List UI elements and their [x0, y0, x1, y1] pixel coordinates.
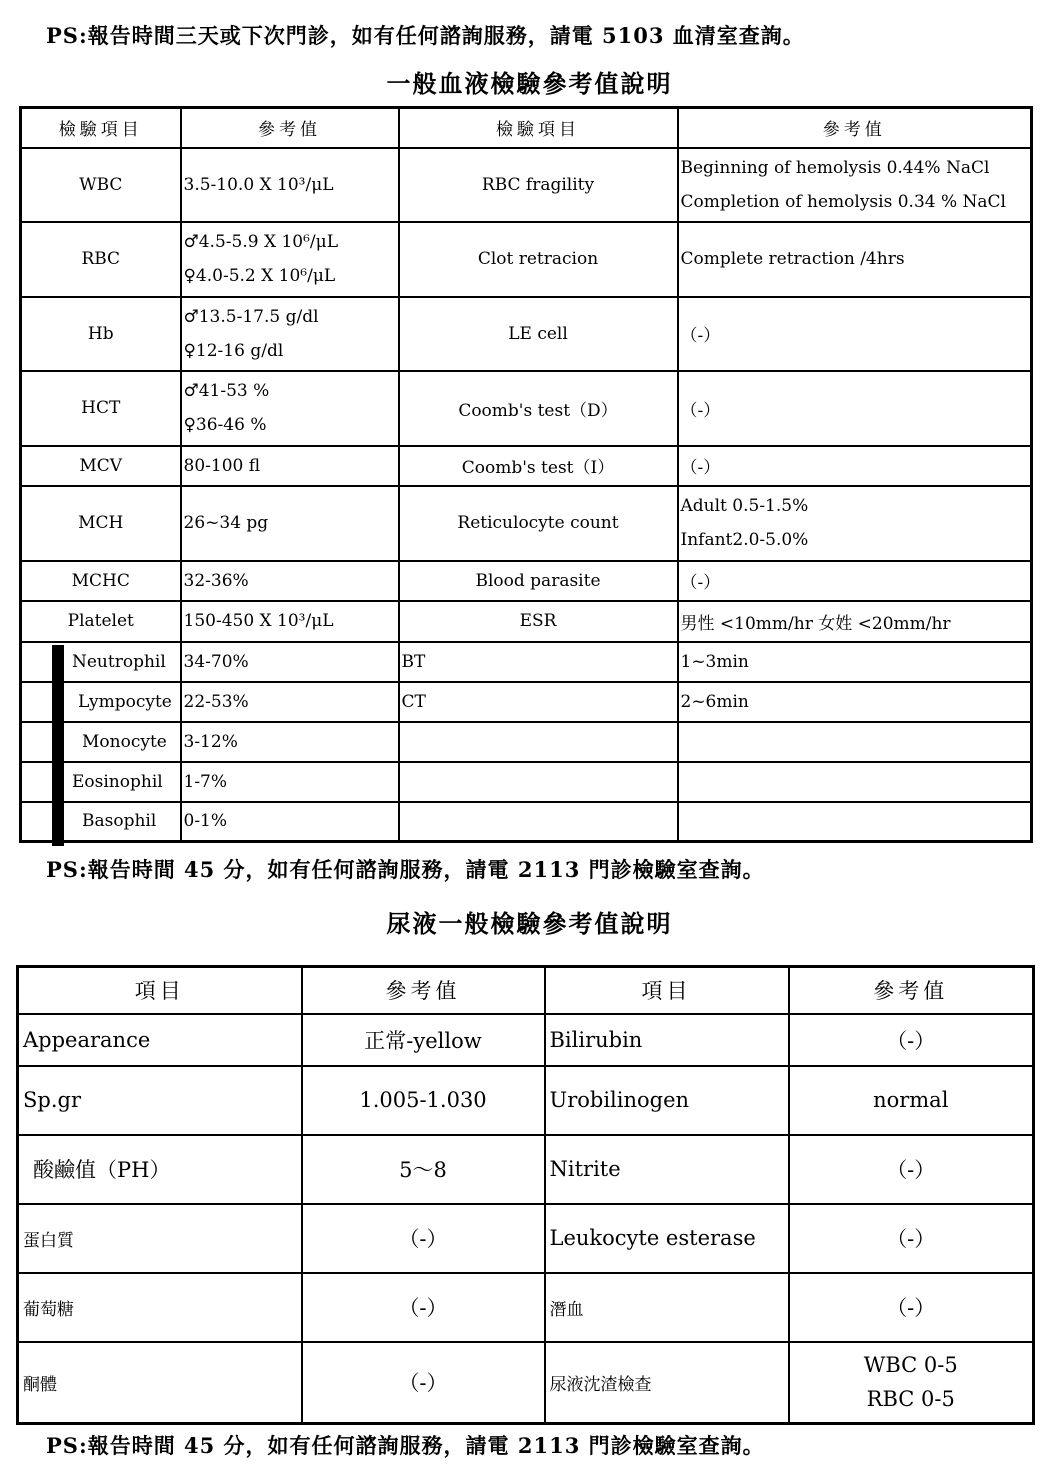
table-row — [21, 371, 1032, 446]
reference-line-female: ♀4.0-5.2 X 10⁶/μL — [183, 266, 336, 286]
test-name: Lympocyte — [21, 682, 181, 722]
urine-reference-table — [16, 965, 1035, 1425]
reference-value: 34-70% — [181, 642, 399, 682]
test-name: Leukocyte esterase — [545, 1204, 789, 1273]
note-serum-lab: PS:報告時間三天或下次門診，如有任何諮詢服務，請電 5103 血清室查詢。 — [46, 23, 805, 48]
reference-value: 150-450 X 10³/μL — [181, 601, 399, 642]
reference-line: Completion of hemolysis 0.34 % NaCl — [680, 191, 1006, 212]
test-name: Urobilinogen — [545, 1066, 789, 1135]
reference-value: （-） — [302, 1273, 545, 1342]
header-item-1: 檢驗項目 — [21, 108, 181, 148]
reference-value: 1~3min — [678, 642, 1032, 682]
blood-table-title: 一般血液檢驗參考值說明 — [386, 69, 673, 98]
reference-value: 1-7% — [181, 762, 399, 802]
reference-line-male: ♂13.5-17.5 g/dl — [183, 306, 319, 327]
reference-value: 正常-yellow — [302, 1014, 545, 1066]
test-name: MCV — [21, 446, 181, 486]
test-name: 潛血 — [545, 1273, 789, 1342]
test-name: Clot retracion — [399, 222, 678, 297]
test-name: Platelet — [21, 601, 181, 642]
test-name: Blood parasite — [399, 561, 678, 601]
table-row — [18, 1066, 1034, 1135]
reference-value: 男性 <10mm/hr 女姓 <20mm/hr — [678, 601, 1032, 642]
reference-line-female: ♀36-46 % — [183, 415, 267, 435]
reference-line: Adult 0.5-1.5% — [680, 496, 809, 516]
test-name: CT — [399, 682, 678, 722]
reference-value: （-） — [678, 446, 1032, 486]
table-row — [21, 802, 1032, 842]
table-row — [21, 148, 1032, 222]
test-name: Monocyte — [21, 722, 181, 762]
table-row — [21, 601, 1032, 642]
table-row — [18, 1014, 1034, 1066]
test-name: Basophil — [21, 802, 181, 842]
test-name: 尿液沈渣檢查 — [545, 1342, 789, 1424]
table-row — [21, 642, 1032, 682]
reference-line-male: ♂4.5-5.9 X 10⁶/μL — [183, 232, 338, 252]
test-name: HCT — [21, 371, 181, 446]
reference-value: （-） — [789, 1135, 1034, 1204]
test-name: RBC fragility — [399, 148, 678, 222]
header-ref-2: 參考值 — [678, 108, 1032, 148]
reference-line: WBC 0-5 — [863, 1353, 958, 1378]
table-row — [18, 1204, 1034, 1273]
test-name: 葡萄糖 — [18, 1273, 302, 1342]
reference-value: 2~6min — [678, 682, 1032, 722]
table-row — [21, 762, 1032, 802]
table-row — [21, 682, 1032, 722]
blood-header-row — [21, 108, 1032, 148]
reference-value: 22-53% — [181, 682, 399, 722]
reference-value — [678, 486, 1032, 561]
reference-value — [678, 148, 1032, 222]
differential-count-bar — [52, 645, 64, 846]
reference-value — [181, 297, 399, 371]
reference-value: normal — [789, 1066, 1034, 1135]
reference-value: Complete retraction /4hrs — [678, 222, 1032, 297]
test-name: Nitrite — [545, 1135, 789, 1204]
urine-table-title: 尿液一般檢驗參考值說明 — [386, 909, 673, 938]
table-row — [21, 486, 1032, 561]
header-ref-2: 參考值 — [789, 967, 1034, 1014]
reference-value: 3.5-10.0 X 10³/μL — [181, 148, 399, 222]
reference-value: 0-1% — [181, 802, 399, 842]
reference-value: 1.005-1.030 — [302, 1066, 545, 1135]
blood-reference-table — [19, 106, 1033, 843]
empty-cell — [399, 802, 678, 842]
reference-value: 32-36% — [181, 561, 399, 601]
header-ref-1: 參考值 — [181, 108, 399, 148]
note-outpatient-lab-bottom: PS:報告時間 45 分，如有任何諮詢服務，請電 2113 門診檢驗室查詢。 — [46, 1433, 765, 1458]
header-item-2: 檢驗項目 — [399, 108, 678, 148]
test-name: Hb — [21, 297, 181, 371]
empty-cell — [678, 762, 1032, 802]
empty-cell — [399, 722, 678, 762]
reference-line: RBC 0-5 — [866, 1387, 955, 1412]
test-name: MCHC — [21, 561, 181, 601]
test-name: Coomb's test（D） — [399, 371, 678, 446]
table-row — [21, 297, 1032, 371]
table-row — [18, 1342, 1034, 1424]
reference-value: （-） — [302, 1204, 545, 1273]
reference-value: 26~34 pg — [181, 486, 399, 561]
test-name: Reticulocyte count — [399, 486, 678, 561]
reference-value: （-） — [789, 1014, 1034, 1066]
test-name: ESR — [399, 601, 678, 642]
reference-value: （-） — [678, 371, 1032, 446]
reference-value: （-） — [678, 561, 1032, 601]
header-ref-1: 參考值 — [302, 967, 545, 1014]
table-row — [18, 1273, 1034, 1342]
test-name: Neutrophil — [21, 642, 181, 682]
test-name: Sp.gr — [18, 1066, 302, 1135]
reference-value — [181, 371, 399, 446]
table-row — [18, 1135, 1034, 1204]
test-name: WBC — [21, 148, 181, 222]
reference-line-female: ♀12-16 g/dl — [183, 340, 284, 361]
reference-value: （-） — [789, 1204, 1034, 1273]
reference-value: 5～8 — [302, 1135, 545, 1204]
empty-cell — [678, 722, 1032, 762]
test-name: 酮體 — [18, 1342, 302, 1424]
empty-cell — [678, 802, 1032, 842]
test-name: Eosinophil — [21, 762, 181, 802]
table-row — [21, 222, 1032, 297]
reference-value: （-） — [678, 297, 1032, 371]
test-name: Coomb's test（I） — [399, 446, 678, 486]
reference-value: （-） — [789, 1273, 1034, 1342]
header-item-1: 項目 — [18, 967, 302, 1014]
reference-value: 3-12% — [181, 722, 399, 762]
test-name: Appearance — [18, 1014, 302, 1066]
table-row — [21, 561, 1032, 601]
empty-cell — [399, 762, 678, 802]
test-name: BT — [399, 642, 678, 682]
test-name: MCH — [21, 486, 181, 561]
reference-line: Beginning of hemolysis 0.44% NaCl — [680, 157, 990, 178]
table-row — [21, 446, 1032, 486]
urine-header-row — [18, 967, 1034, 1014]
reference-value — [181, 222, 399, 297]
test-name: 酸鹼值（PH） — [18, 1135, 302, 1204]
test-name: RBC — [21, 222, 181, 297]
header-item-2: 項目 — [545, 967, 789, 1014]
note-outpatient-lab: PS:報告時間 45 分，如有任何諮詢服務，請電 2113 門診檢驗室查詢。 — [46, 857, 765, 882]
table-row — [21, 722, 1032, 762]
reference-line-male: ♂41-53 % — [183, 381, 270, 401]
test-name: 蛋白質 — [18, 1204, 302, 1273]
test-name: LE cell — [399, 297, 678, 371]
reference-value: 80-100 fl — [181, 446, 399, 486]
reference-value — [789, 1342, 1034, 1424]
reference-value: （-） — [302, 1342, 545, 1424]
test-name: Bilirubin — [545, 1014, 789, 1066]
reference-line: Infant2.0-5.0% — [680, 530, 809, 550]
